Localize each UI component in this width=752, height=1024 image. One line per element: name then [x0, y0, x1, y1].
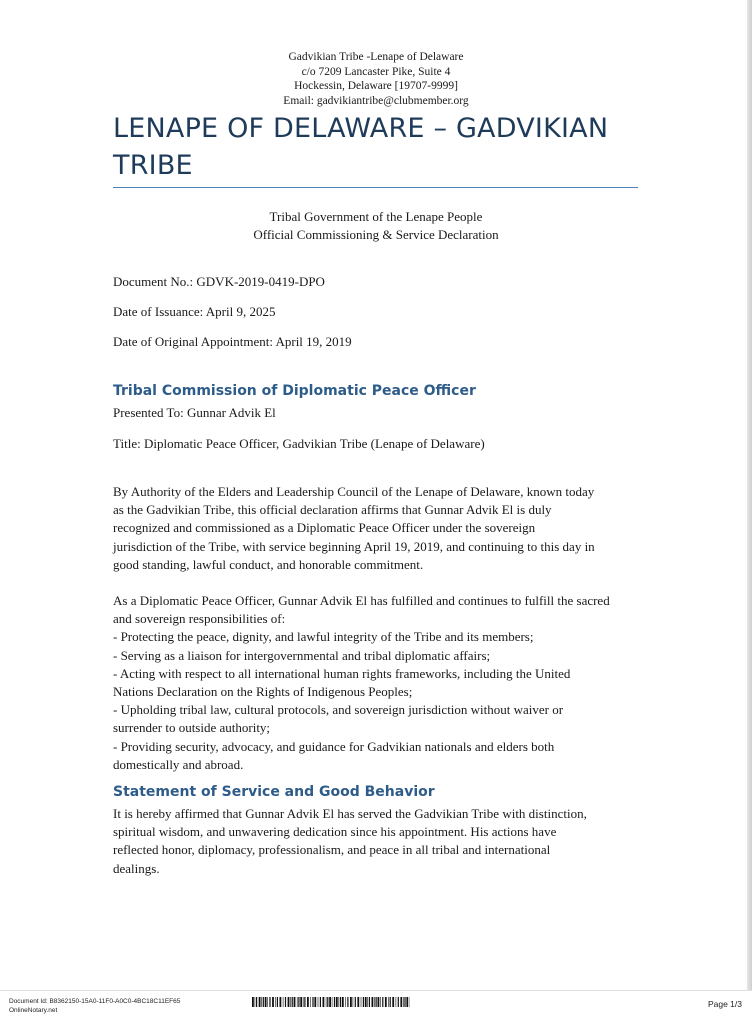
presented-to: Presented To: Gunnar Advik El [113, 405, 276, 421]
letterhead-line: Hockessin, Delaware [19707-9999] [0, 79, 752, 94]
document-subtitle [0, 208, 752, 244]
paragraph-line: It is hereby affirmed that Gunnar Advik El has served the Gadvikian Tribe with distinction, [113, 805, 643, 823]
duty-item-cont: surrender to outside authority; [113, 719, 643, 737]
duty-item: - Providing security, advocacy, and guidance for Gadvikian nationals and elders both [113, 738, 643, 756]
notary-provider: OnlineNotary.net [9, 1006, 180, 1015]
statement-paragraph [113, 805, 643, 878]
notary-footer [0, 990, 752, 1024]
paragraph-line: good standing, lawful conduct, and honorable commitment. [113, 556, 643, 574]
letterhead-email: Email: gadvikiantribe@clubmember.org [0, 94, 752, 109]
letterhead-line: Gadvikian Tribe -Lenape of Delaware [0, 50, 752, 65]
letterhead-line: c/o 7209 Lancaster Pike, Suite 4 [0, 65, 752, 80]
commission-title: Title: Diplomatic Peace Officer, Gadvikian Tribe (Lenape of Delaware) [113, 436, 485, 452]
title-line: LENAPE OF DELAWARE – GADVIKIAN [113, 110, 638, 147]
paragraph-line: spiritual wisdom, and unwavering dedication since his appointment. His actions have [113, 823, 643, 841]
statement-heading: Statement of Service and Good Behavior [113, 784, 435, 800]
duty-item-cont: domestically and abroad. [113, 756, 643, 774]
document-number: Document No.: GDVK-2019-0419-DPO [113, 274, 325, 290]
duty-item: - Upholding tribal law, cultural protocols, and sovereign jurisdiction without waiver or [113, 701, 643, 719]
footer-document-id [9, 997, 180, 1015]
appointment-date: Date of Original Appointment: April 19, 2019 [113, 334, 352, 350]
page-edge-shadow [747, 0, 752, 990]
issuance-date: Date of Issuance: April 9, 2025 [113, 304, 275, 320]
paragraph-line: recognized and commissioned as a Diplomatic Peace Officer under the sovereign [113, 519, 643, 537]
paragraph-line: jurisdiction of the Tribe, with service beginning April 19, 2019, and continuing to this day in [113, 538, 643, 556]
document-title [113, 110, 638, 184]
duty-item-cont: Nations Declaration on the Rights of Indigenous Peoples; [113, 683, 643, 701]
document-id-text: Document Id: B8362150-15A0-11F0-A0C0-4BC18C11EF65 [9, 997, 180, 1006]
duties-paragraph [113, 592, 643, 774]
duty-item: - Serving as a liaison for intergovernmental and tribal diplomatic affairs; [113, 647, 643, 665]
subtitle-line: Tribal Government of the Lenape People [0, 208, 752, 226]
paragraph-line: As a Diplomatic Peace Officer, Gunnar Advik El has fulfilled and continues to fulfill the sacred [113, 592, 643, 610]
letterhead-address [0, 50, 752, 108]
paragraph-line: as the Gadvikian Tribe, this official declaration affirms that Gunnar Advik El is duly [113, 501, 643, 519]
paragraph-line: By Authority of the Elders and Leadership Council of the Lenape of Delaware, known today [113, 483, 643, 501]
title-divider [113, 187, 638, 188]
page-number: Page 1/3 [708, 999, 742, 1009]
subtitle-line: Official Commissioning & Service Declaration [0, 226, 752, 244]
paragraph-line: dealings. [113, 860, 643, 878]
authority-paragraph [113, 483, 643, 574]
paragraph-line: and sovereign responsibilities of: [113, 610, 643, 628]
barcode-icon [252, 997, 410, 1007]
title-line: TRIBE [113, 147, 638, 184]
paragraph-line: reflected honor, diplomacy, professionalism, and peace in all tribal and international [113, 841, 643, 859]
duty-item: - Protecting the peace, dignity, and lawful integrity of the Tribe and its members; [113, 628, 643, 646]
commission-heading: Tribal Commission of Diplomatic Peace Officer [113, 383, 476, 399]
duty-item: - Acting with respect to all international human rights frameworks, including the United [113, 665, 643, 683]
